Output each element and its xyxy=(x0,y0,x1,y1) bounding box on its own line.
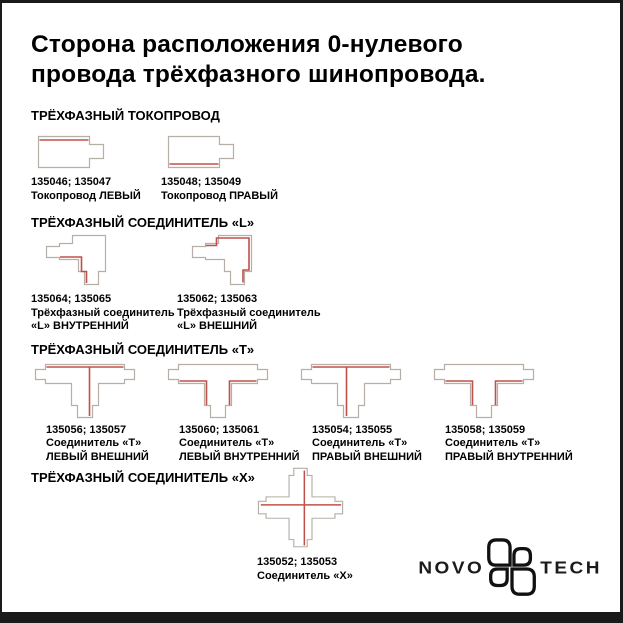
product-name: Соединитель «Х» xyxy=(257,569,353,582)
product-name: ЛЕВЫЙ ВНУТРЕННИЙ xyxy=(179,450,300,463)
x-connector-diagram xyxy=(257,467,345,549)
product-name: «L» ВНЕШНИЙ xyxy=(177,320,258,332)
product-codes: 135052; 135053 xyxy=(257,556,338,568)
t-right-outer-connector-diagram xyxy=(299,360,403,422)
t-connector-row xyxy=(31,360,620,465)
t-left-outer-connector-diagram xyxy=(33,360,137,422)
novotech-logo xyxy=(418,538,602,600)
track-left-diagram xyxy=(37,135,105,169)
product-name: Соединитель «Т» xyxy=(445,437,541,449)
product-name: Трёхфазный соединитель xyxy=(177,306,321,319)
product-name: Трёхфазный соединитель xyxy=(31,306,175,319)
product-name: ЛЕВЫЙ ВНЕШНИЙ xyxy=(46,450,149,463)
product-name: Соединитель «Т» xyxy=(179,437,275,449)
l-inner-connector-diagram xyxy=(44,234,108,286)
section-heading-t-connector: ТРЁХФАЗНЫЙ СОЕДИНИТЕЛЬ «Т» xyxy=(31,341,255,357)
product-codes: 135062; 135063 xyxy=(177,293,258,305)
product-name: ПРАВЫЙ ВНУТРЕННИЙ xyxy=(445,450,573,463)
logo-text-novo: NOVO xyxy=(418,558,485,579)
novotech-flower-icon xyxy=(486,538,538,600)
figure-t-right-inner xyxy=(430,360,573,465)
track-right-diagram xyxy=(167,135,235,169)
track-row xyxy=(31,135,620,203)
section-heading-l-connector: ТРЁХФАЗНЫЙ СОЕДИНИТЕЛЬ «L» xyxy=(31,215,255,230)
product-codes: 135048; 135049 xyxy=(161,176,242,188)
section-heading-track: ТРЁХФАЗНЫЙ ТОКОПРОВОД xyxy=(31,108,220,123)
figure-l-outer xyxy=(177,234,323,334)
figure-t-left-outer xyxy=(31,360,164,465)
product-codes: 135060; 135061 xyxy=(179,423,260,436)
section-heading-x-connector: ТРЁХФАЗНЫЙ СОЕДИНИТЕЛЬ «Х» xyxy=(31,470,255,485)
product-codes: 135046; 135047 xyxy=(31,176,112,188)
product-codes: 135054; 135055 xyxy=(312,423,393,436)
logo-text-tech: TECH xyxy=(540,558,602,579)
product-name: Соединитель «Т» xyxy=(46,437,142,449)
page-title xyxy=(31,30,620,90)
product-codes: 135064; 135065 xyxy=(31,293,112,305)
t-left-inner-connector-diagram xyxy=(166,360,270,422)
product-name: Токопровод ПРАВЫЙ xyxy=(161,189,278,202)
product-codes: 135056; 135057 xyxy=(46,423,127,436)
l-outer-connector-diagram xyxy=(190,234,254,286)
product-name: «L» ВНУТРЕННИЙ xyxy=(31,320,129,332)
product-codes: 135058; 135059 xyxy=(445,423,526,436)
product-name: ПРАВЫЙ ВНЕШНИЙ xyxy=(312,450,422,463)
figure-track-left xyxy=(31,135,161,203)
t-right-inner-connector-diagram xyxy=(432,360,536,422)
l-connector-row xyxy=(31,234,620,334)
figure-track-right xyxy=(161,135,291,203)
figure-t-right-outer xyxy=(297,360,430,465)
product-name: Токопровод ЛЕВЫЙ xyxy=(31,189,141,202)
figure-l-inner xyxy=(31,234,177,334)
page-title-line1: Сторона расположения 0-нулевого xyxy=(31,31,463,58)
page-title-line2: провода трёхфазного шинопровода. xyxy=(31,61,486,88)
figure-t-left-inner xyxy=(164,360,300,465)
product-name: Соединитель «Т» xyxy=(312,437,408,449)
